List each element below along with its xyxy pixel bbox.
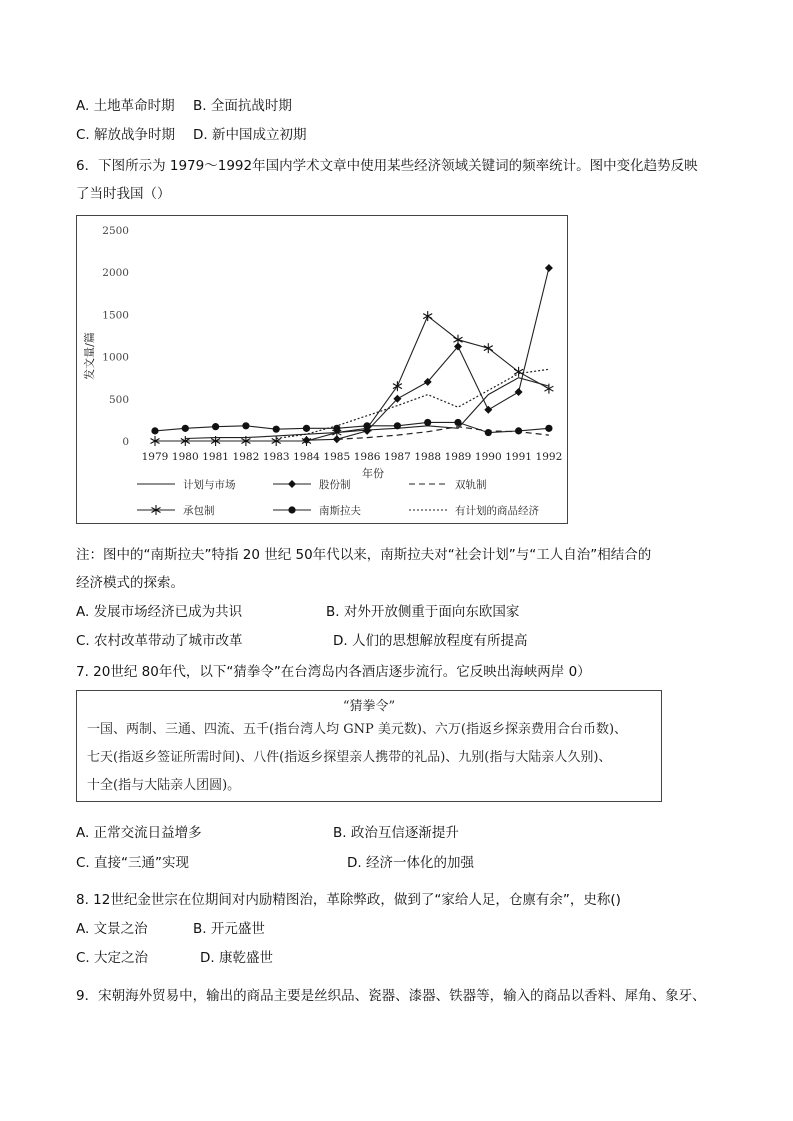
data-point-diamond <box>515 388 523 396</box>
x-tick-label: 1983 <box>262 451 290 463</box>
legend-label: 南斯拉夫 <box>319 505 361 517</box>
box-title: “猜拳令” <box>342 699 396 714</box>
data-point-circle <box>288 506 295 513</box>
data-point-circle <box>242 422 249 429</box>
q8-option-b: B. 开元盛世 <box>193 921 265 937</box>
y-tick-label: 1000 <box>102 351 129 364</box>
x-tick-label: 1986 <box>353 451 381 463</box>
y-tick-label: 2500 <box>102 225 129 237</box>
series-line-3 <box>155 316 549 441</box>
keyword-frequency-chart <box>76 215 568 524</box>
q6-stem-line2: 了当时我国（） <box>76 186 171 202</box>
x-tick-label: 1984 <box>293 451 320 463</box>
x-tick-label: 1982 <box>232 451 260 463</box>
q6-option-d: D. 人们的思想解放程度有所提高 <box>333 633 528 649</box>
q8-stem: 8. 12世纪金世宗在位期间对内励精图治，革除弊政，做到了“家给人足，仓廪有余”，史称() <box>76 892 621 908</box>
data-point-circle <box>333 425 340 432</box>
legend <box>137 478 539 517</box>
x-tick-label: 1987 <box>384 451 411 463</box>
box-line-1: 一国、两制、三通、四流、五千(指台湾人均 GNP 美元数)、六万(指返乡探亲费用合台币数)、 <box>87 722 628 737</box>
y-axis-label: 发文量/篇 <box>83 332 96 380</box>
q6-option-b: B. 对外开放侧重于面向东欧国家 <box>326 604 520 620</box>
data-point-circle <box>485 429 492 436</box>
q8-option-a: A. 文景之治 <box>76 921 148 937</box>
data-point-circle <box>212 423 219 430</box>
series-layer <box>151 264 554 446</box>
x-axis-label: 年份 <box>362 467 384 480</box>
y-axis <box>102 225 129 448</box>
x-tick-label: 1988 <box>414 451 442 463</box>
data-point-diamond <box>484 406 492 414</box>
x-tick-label: 1985 <box>323 451 351 463</box>
x-tick-label: 1990 <box>474 451 502 463</box>
q8-option-d: D. 康乾盛世 <box>200 950 273 966</box>
q7-stem: 7. 20世纪 80年代，以下“猜拳令”在台湾岛内各酒店逐步流行。它反映出海峡两岸 0） <box>76 664 591 680</box>
data-point-circle <box>424 419 431 426</box>
x-tick-label: 1989 <box>444 451 472 463</box>
legend-label: 有计划的商品经济 <box>455 505 539 517</box>
q5-option-d: D. 新中国成立初期 <box>193 127 307 143</box>
data-point-circle <box>515 427 522 434</box>
q6-option-a: A. 发展市场经济已成为共识 <box>76 604 243 620</box>
q5-option-b: B. 全面抗战时期 <box>193 98 292 114</box>
series-line-1 <box>307 268 549 440</box>
q6-note-line2: 经济模式的探索。 <box>76 575 184 591</box>
legend-label: 股份制 <box>319 479 351 491</box>
y-tick-label: 1500 <box>102 309 129 322</box>
data-point-circle <box>182 425 189 432</box>
data-point-asterisk <box>484 343 493 353</box>
legend-label: 承包制 <box>183 505 215 517</box>
chart-svg <box>77 216 567 523</box>
data-point-asterisk <box>454 335 463 345</box>
data-point-circle <box>454 419 461 426</box>
q5-option-a: A. 土地革命时期 <box>76 98 175 114</box>
data-point-circle <box>151 427 158 434</box>
x-tick-label: 1992 <box>535 451 563 463</box>
x-tick-label: 1980 <box>171 451 199 463</box>
q5-option-c: C. 解放战争时期 <box>76 127 176 143</box>
y-tick-label: 2000 <box>102 267 129 280</box>
q7-option-c: C. 直接“三通”实现 <box>76 855 189 871</box>
data-point-diamond <box>288 480 296 488</box>
y-tick-label: 500 <box>108 393 129 406</box>
data-point-asterisk <box>423 311 432 321</box>
data-point-circle <box>303 425 310 432</box>
q8-option-c: C. 大定之治 <box>76 950 149 966</box>
q6-option-c: C. 农村改革带动了城市改革 <box>76 633 243 649</box>
x-axis <box>142 451 563 463</box>
x-tick-label: 1979 <box>141 451 169 463</box>
box-line-2: 七天(指返乡签证所需时间)、八件(指返乡探望亲人携带的礼品)、九别(指与大陆亲人久别)、 <box>87 750 612 765</box>
q6-note-line1: 注：图中的“南斯拉夫”特指 20 世纪 50年代以来，南斯拉夫对“社会计划”与“工人自治”相结合的 <box>76 547 652 563</box>
data-point-circle <box>394 422 401 429</box>
x-tick-label: 1981 <box>202 451 229 463</box>
q7-option-a: A. 正常交流日益增多 <box>76 825 202 841</box>
data-point-circle <box>545 425 552 432</box>
legend-label: 计划与市场 <box>183 479 236 491</box>
data-point-diamond <box>545 264 553 272</box>
q7-option-b: B. 政治互信逐渐提升 <box>333 825 459 841</box>
guessing-game-box <box>76 690 662 802</box>
data-point-circle <box>273 426 280 433</box>
q9-stem: 9．宋朝海外贸易中，输出的商品主要是丝织品、瓷器、漆器、铁器等，输入的商品以香料、犀角、象牙、 <box>76 988 706 1004</box>
q7-option-d: D. 经济一体化的加强 <box>347 855 474 871</box>
box-line-3: 十全(指与大陆亲人团圆)。 <box>87 778 241 793</box>
x-tick-label: 1991 <box>505 451 532 463</box>
data-point-circle <box>364 422 371 429</box>
legend-label: 双轨制 <box>455 479 487 491</box>
q6-stem-line1: 6．下图所示为 1979～1992年国内学术文章中使用某些经济领域关键词的频率统计。图中变化趋势反映 <box>76 158 698 174</box>
y-tick-label: 0 <box>122 436 129 448</box>
